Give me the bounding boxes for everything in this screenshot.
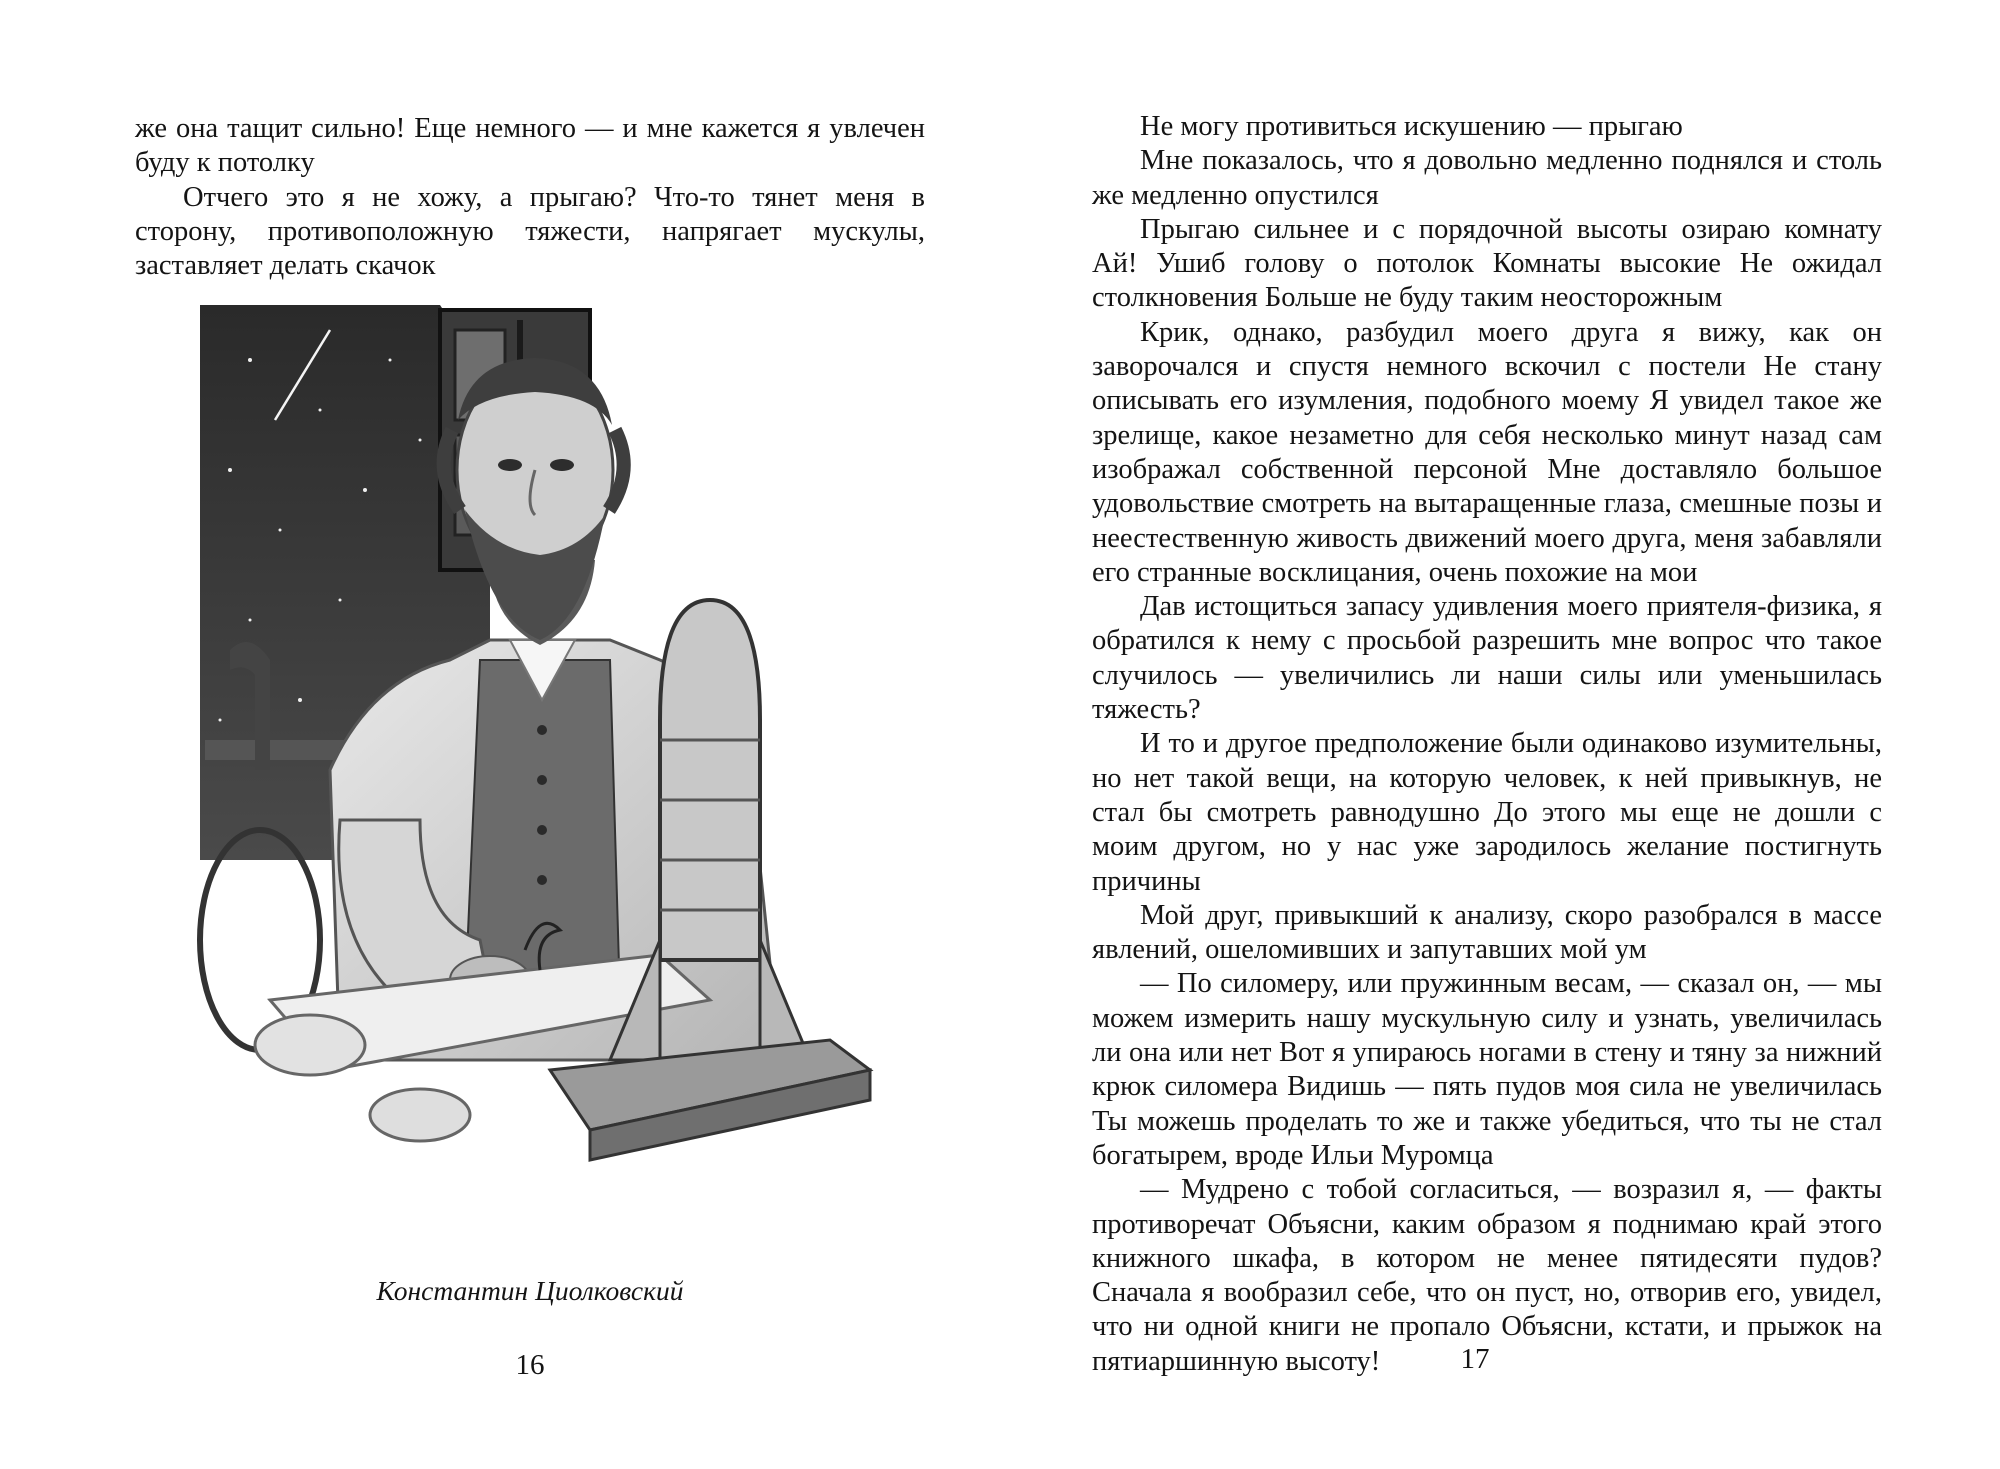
paragraph: Крик, однако, разбудил моего друга я вижу, как он заворочался и спустя немного вскочил с постели Не стану описывать его изумления, подобного моему Я увидел такое же зрелище, какое незаметно для себя несколько минут назад сам изображал собственной персоной Мне доставляло большое удовольствие смотреть на вытаращенные глаза, смешные позы и неестественную живость движений моего друга, меня забавляли его странные восклицания, очень похожие на мои bbox=[1092, 316, 1882, 588]
paragraph: Отчего это я не хожу, а прыгаю? Что-то тянет меня в сторону, противоположную тяжести, напрягает мускулы, заставляет делать скачок bbox=[135, 181, 925, 282]
left-text-block bbox=[135, 112, 925, 283]
paragraph: И то и другое предположение были одинаково изумительны, но нет такой вещи, на которую человек, к ней привыкнув, не стал бы смотреть равнодушно До этого мы еще не дошли с моим другом, но у нас уже зародилось желание постигнуть причины bbox=[1092, 728, 1882, 897]
right-page bbox=[1000, 0, 2000, 1469]
paragraph: Мне показалось, что я довольно медленно поднялся и столь же медленно опустился bbox=[1092, 145, 1882, 211]
page-number: 16 bbox=[515, 1349, 545, 1381]
paragraph: Мой друг, привыкший к анализу, скоро разобрался в массе явлений, ошеломивших и запутавших мой ум bbox=[1092, 899, 1882, 966]
illustration-caption: Константин Циолковский bbox=[376, 1275, 684, 1306]
paragraph: Дав истощиться запасу удивления моего приятеля-физика, я обратился к нему с просьбой разрешить мне вопрос что такое случилось — увеличились ли наши силы или уменьшилась тяжесть? bbox=[1092, 591, 1882, 726]
tsiolkovsky-portrait-illustration bbox=[190, 300, 880, 1260]
page-number: 17 bbox=[1460, 1343, 1490, 1375]
paragraph: — Мудрено с тобой согласиться, — возразил я, — факты противоречат Объясни, каким образом я поднимаю край этого книжного шкафа, в котором не менее пятидесяти пудов? Сначала я вообразил себе, что он пуст, но, отворив его, увидел, что ни одной книги не пропало Объясни, кстати, и прыжок на пятиаршинную высоту! bbox=[1092, 1174, 1882, 1377]
paragraph: — По силомеру, или пружинным весам, — сказал он, — мы можем измерить нашу мускульную силу и узнать, увеличилась ли она или нет Вот я упираюсь ногами в стену и тяну за нижний крюк силомера Видишь — пять пудов моя сила не увеличилась Ты можешь проделать то же и также убедиться, что ты не стал богатырем, вроде Ильи Муромца bbox=[1092, 968, 1882, 1171]
paragraph: Не могу противиться искушению — прыгаю bbox=[1140, 111, 1683, 142]
right-text-block bbox=[1092, 110, 1882, 1379]
paragraph: же она тащит сильно! Еще немного — и мне кажется я увлечен буду к потолку bbox=[135, 113, 925, 179]
paragraph: Прыгаю сильнее и с порядочной высоты озираю комнату Ай! Ушиб голову о потолок Комнаты высокие Не ожидал столкновения Больше не буду таким неосторожным bbox=[1092, 213, 1882, 314]
